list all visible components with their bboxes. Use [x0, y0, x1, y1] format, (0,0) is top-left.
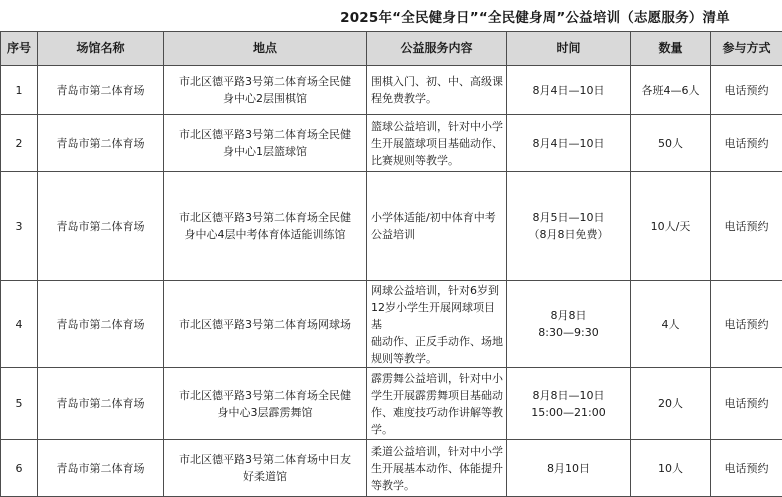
cell-time: 8月10日: [507, 440, 631, 497]
header-quantity: 数量: [631, 32, 711, 66]
table-header-row: [1, 32, 782, 66]
table-row: [1, 172, 782, 281]
cell-no: 4: [1, 281, 38, 368]
cell-time: 8月8日—10日 15:00—21:00: [507, 368, 631, 440]
cell-quantity: 20人: [631, 368, 711, 440]
cell-no: 2: [1, 115, 38, 172]
cell-quantity: 10人/天: [631, 172, 711, 281]
cell-no: 3: [1, 172, 38, 281]
cell-venue: 青岛市第二体育场: [38, 115, 164, 172]
cell-quantity: 50人: [631, 115, 711, 172]
cell-method: 电话预约: [711, 281, 782, 368]
header-venue: 场馆名称: [38, 32, 164, 66]
cell-time: 8月4日—10日: [507, 66, 631, 115]
cell-content: 围棋入门、初、中、高级课 程免费教学。: [367, 66, 507, 115]
header-location: 地点: [164, 32, 367, 66]
cell-method: 电话预约: [711, 115, 782, 172]
cell-venue: 青岛市第二体育场: [38, 440, 164, 497]
header-method: 参与方式: [711, 32, 782, 66]
cell-method: 电话预约: [711, 368, 782, 440]
cell-no: 1: [1, 66, 38, 115]
cell-content: 霹雳舞公益培训，针对中小 学生开展霹雳舞项目基础动 作、难度技巧动作讲解等教 学。: [367, 368, 507, 440]
page-title: 2025年“全民健身日”“全民健身周”公益培训（志愿服务）清单: [340, 10, 730, 26]
cell-content: 网球公益培训，针对6岁到 12岁小学生开展网球项目基 础动作、正反手动作、场地 规则等教学。: [367, 281, 507, 368]
cell-venue: 青岛市第二体育场: [38, 368, 164, 440]
cell-venue: 青岛市第二体育场: [38, 172, 164, 281]
cell-no: 6: [1, 440, 38, 497]
table-row: [1, 281, 782, 368]
cell-location: 市北区德平路3号第二体育场全民健 身中心3层霹雳舞馆: [164, 368, 367, 440]
cell-method: 电话预约: [711, 440, 782, 497]
cell-time: 8月8日 8:30—9:30: [507, 281, 631, 368]
cell-content: 小学体适能/初中体育中考 公益培训: [367, 172, 507, 281]
cell-quantity: 各班4—6人: [631, 66, 711, 115]
cell-content: 篮球公益培训，针对中小学 生开展篮球项目基础动作、 比赛规则等教学。: [367, 115, 507, 172]
header-content: 公益服务内容: [367, 32, 507, 66]
header-no: 序号: [1, 32, 38, 66]
cell-quantity: 4人: [631, 281, 711, 368]
cell-venue: 青岛市第二体育场: [38, 281, 164, 368]
cell-venue: 青岛市第二体育场: [38, 66, 164, 115]
training-list-table: [0, 31, 782, 497]
cell-time: 8月4日—10日: [507, 115, 631, 172]
cell-content: 柔道公益培训，针对中小学 生开展基本动作、体能提升 等教学。: [367, 440, 507, 497]
cell-quantity: 10人: [631, 440, 711, 497]
table-row: [1, 368, 782, 440]
cell-location: 市北区德平路3号第二体育场中日友 好柔道馆: [164, 440, 367, 497]
table-row: [1, 440, 782, 497]
cell-method: 电话预约: [711, 172, 782, 281]
header-time: 时间: [507, 32, 631, 66]
cell-method: 电话预约: [711, 66, 782, 115]
table-row: [1, 66, 782, 115]
cell-time: 8月5日—10日 （8月8日免费）: [507, 172, 631, 281]
cell-location: 市北区德平路3号第二体育场全民健 身中心2层围棋馆: [164, 66, 367, 115]
cell-location: 市北区德平路3号第二体育场网球场: [164, 281, 367, 368]
cell-no: 5: [1, 368, 38, 440]
table-row: [1, 115, 782, 172]
cell-location: 市北区德平路3号第二体育场全民健 身中心1层篮球馆: [164, 115, 367, 172]
cell-location: 市北区德平路3号第二体育场全民健 身中心4层中考体育体适能训练馆: [164, 172, 367, 281]
